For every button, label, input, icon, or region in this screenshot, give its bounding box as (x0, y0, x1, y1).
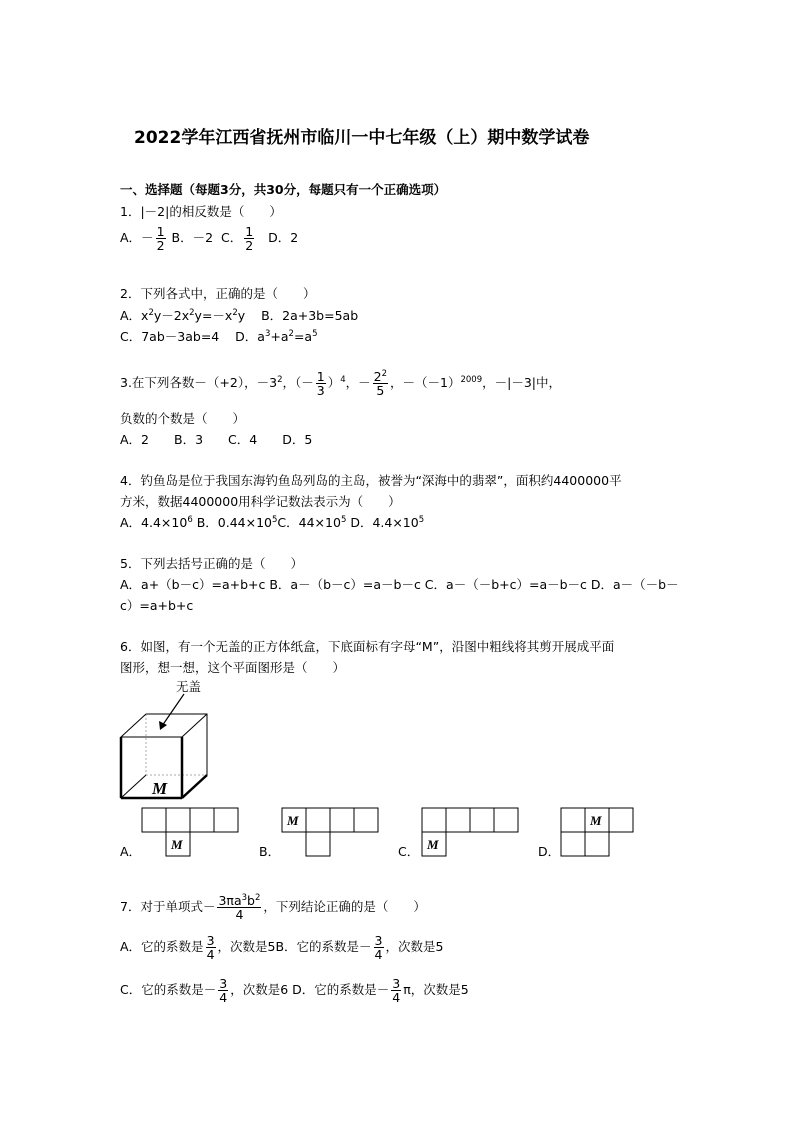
svg-text:M: M (171, 837, 183, 852)
question-5-options-line2: c）=a+b+c (120, 598, 194, 613)
q1-option-c-fraction: $\frac{1}{2}$ (245, 224, 254, 254)
q6-option-c-label: C． (398, 844, 420, 859)
q6-option-a-net (141, 807, 241, 857)
q1-option-b: B．－2 (171, 230, 214, 246)
q3-fraction-1: $\frac{1}{3}$ (316, 369, 325, 399)
open-cube-figure (112, 690, 222, 804)
q1-option-d: D．2 (268, 230, 299, 246)
question-4-line1: 4．钓鱼岛是位于我国东海钓鱼岛列岛的主岛，被誉为“深海中的翡翠”，面积约4400000平 (120, 473, 622, 488)
svg-text:M: M (427, 837, 439, 852)
q2-option-c: C．7ab－3ab=4 (120, 329, 220, 344)
question-3-line2: 负数的个数是（ ） (120, 411, 246, 426)
question-3-line1: 3.在下列各数－（+2），$-3^2$，（－ $\frac{1}{3}$ ）$^4$，－ $\frac{2^2}{5}$ ，$-(-1)^{2009}$，－|－3|中， (120, 369, 562, 399)
q1-option-a-fraction: $\frac{1}{2}$ (156, 224, 165, 254)
question-6-line2: 图形，想一想，这个平面图形是（ ） (120, 660, 346, 675)
q3-fraction-2: $\frac{2^2}{5}$ (373, 369, 388, 399)
cube-bottom-m: M (152, 779, 168, 798)
question-5-stem: 5．下列去括号正确的是（ ） (120, 556, 303, 571)
question-7-stem: 7．对于单项式－ $\frac{3\pi a^3b^2}{4}$ ，下列结论正确的是（ ） (120, 893, 426, 923)
question-1-stem: 1．|－2|的相反数是（ ） (120, 204, 282, 219)
q6-option-d-label: D． (538, 844, 561, 859)
question-1-options (120, 225, 298, 252)
question-7-options-ab: A．它的系数是 $\frac{3}{4}$ ，次数是5B．它的系数是－ $\frac{3}{4}$ ，次数是5 (120, 933, 444, 963)
svg-text:M: M (590, 813, 602, 828)
question-2-row1: A．$x^2y-2x^2y=-x^2y$ B．2a+3b=5ab (120, 308, 359, 323)
q6-option-b-label: B． (259, 844, 281, 859)
q1-option-a-label: A．－ (120, 230, 154, 246)
q2-option-b: B．2a+3b=5ab (261, 308, 359, 323)
q6-option-d-net (560, 807, 640, 857)
question-2-stem: 2．下列各式中，正确的是（ ） (120, 286, 316, 301)
question-5-options-line1: A．a+（b－c）=a+b+c B．a－（b－c）=a－b－c C．a－（－b+c）=a－b－c D．a－（－b－ (120, 577, 679, 592)
question-7-options-cd: C．它的系数是－ $\frac{3}{4}$ ，次数是6 D．它的系数是－ $\frac{3}{4}$ π，次数是5 (120, 976, 469, 1006)
question-4-options: A．$4.4\times 10^6$ B．$0.44\times 10^5C$．$44\times 10^5$ D．$4.4\times 10^5$ (120, 515, 425, 530)
q6-option-a-label: A． (120, 844, 142, 859)
q6-option-b-net (281, 807, 381, 857)
q7-monomial-fraction: $\frac{3\pi a^3b^2}{4}$ (218, 893, 261, 923)
question-4-line2: 方米，数据4400000用科学记数法表示为（ ） (120, 494, 401, 509)
q6-option-c-net (421, 807, 521, 857)
page-title: 2022学年江西省抚州市临川一中七年级（上）期中数学试卷 (134, 128, 590, 148)
question-2-row2: C．7ab－3ab=4 D．$a^3+a^2=a^5$ (120, 329, 318, 344)
question-3-options: A．2 B．3 C．4 D．5 (120, 432, 313, 447)
question-6-line1: 6．如图，有一个无盖的正方体纸盒，下底面标有字母“M”，沿图中粗线将其剪开展成平面 (120, 639, 615, 654)
svg-text:M: M (287, 813, 299, 828)
cube-no-lid-label: 无盖 (176, 679, 202, 694)
section-header: 一、选择题（每题3分，共30分，每题只有一个正确选项） (120, 182, 447, 197)
q1-option-c-label: C． (220, 230, 243, 246)
